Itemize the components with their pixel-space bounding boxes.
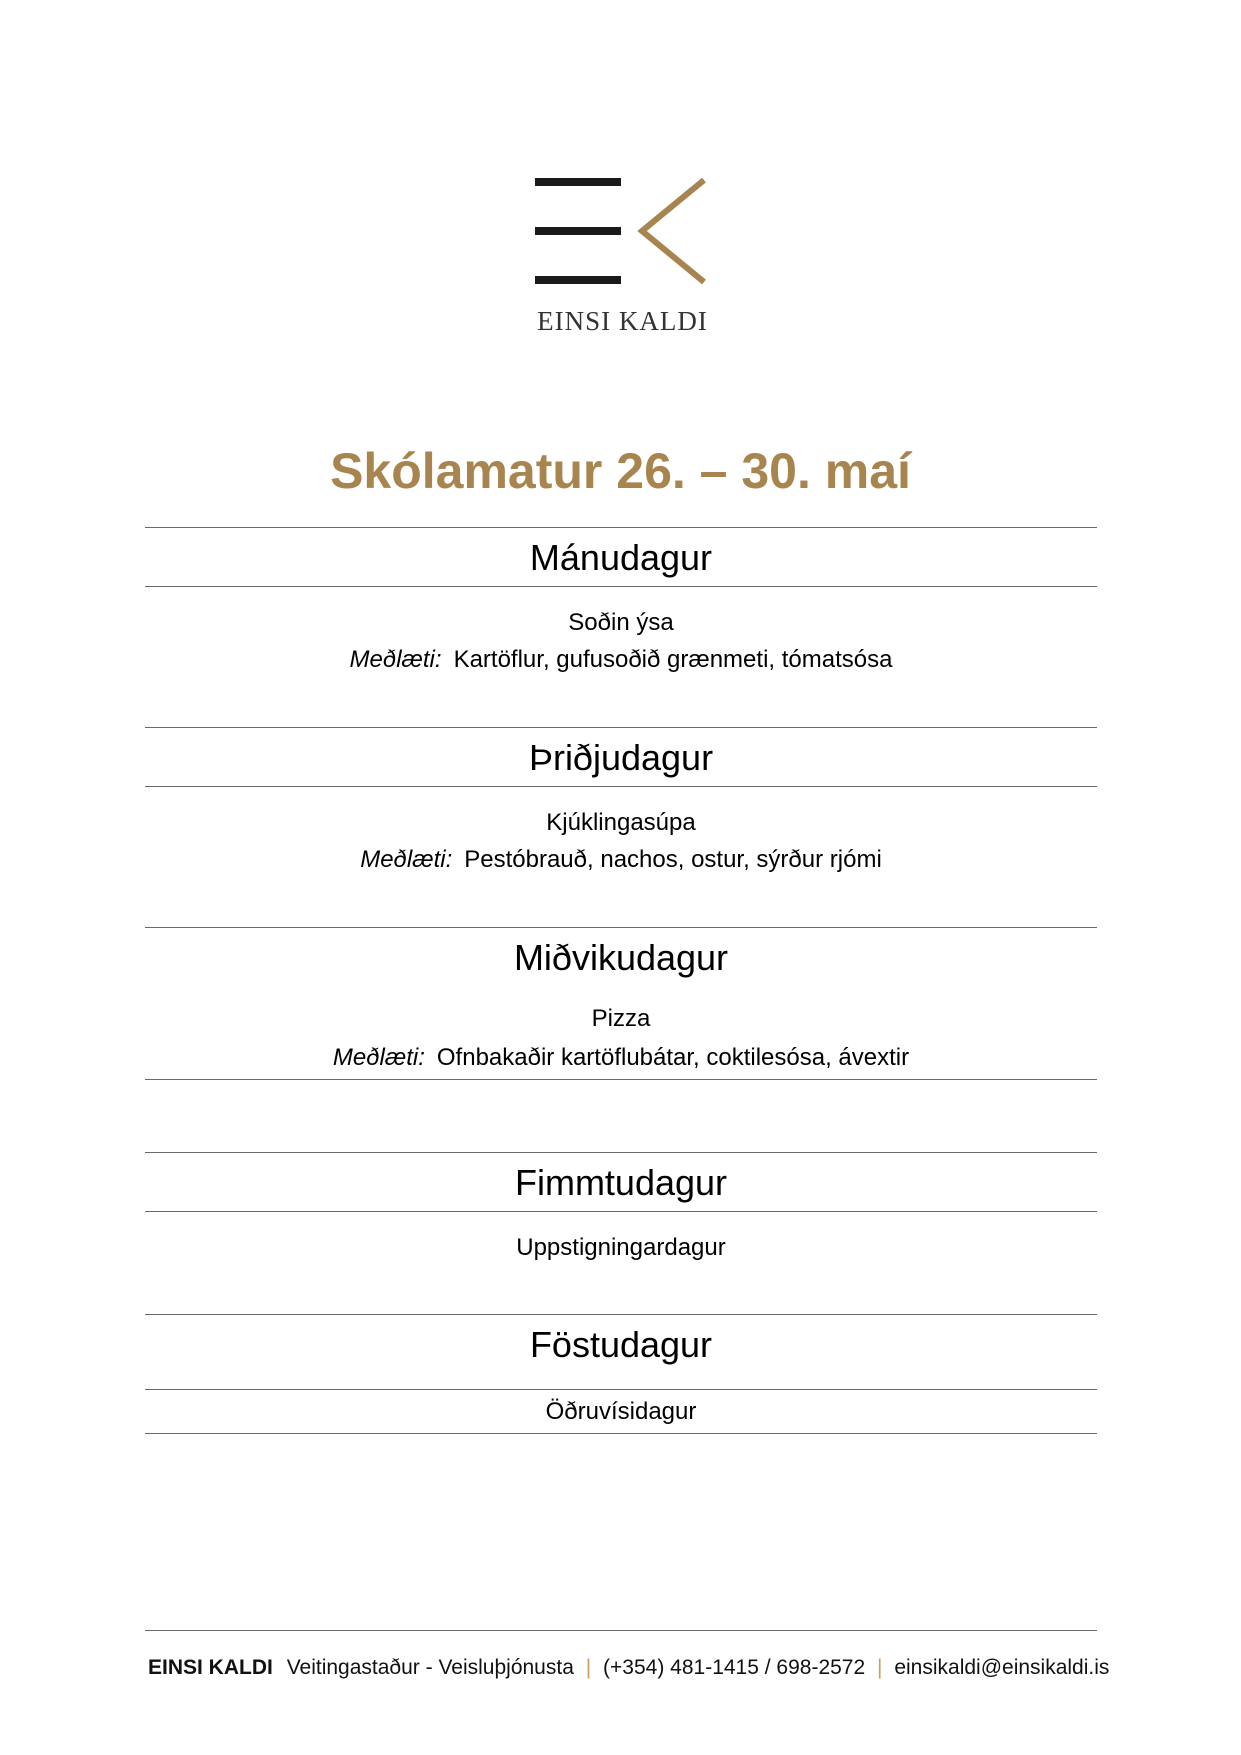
- footer-separator: |: [877, 1656, 883, 1679]
- divider: [145, 1314, 1097, 1315]
- divider: [145, 527, 1097, 528]
- day-heading-tuesday: Þriðjudagur: [528, 737, 714, 778]
- divider: [145, 1389, 1097, 1390]
- page-title: Skólamatur 26. – 30. maí: [330, 443, 911, 499]
- dish-tuesday: Kjúklingasúpa: [546, 809, 696, 836]
- day-heading-monday: Mánudagur: [529, 537, 713, 578]
- sides-label: Meðlæti:: [332, 1044, 425, 1071]
- footer-services: Veitingastaður - Veisluþjónusta: [286, 1656, 574, 1679]
- sides-label: Meðlæti:: [349, 646, 442, 673]
- footer-separator: |: [585, 1656, 592, 1679]
- dish-friday: Öðruvísidagur: [545, 1398, 697, 1425]
- sides-tuesday: [145, 845, 1097, 875]
- divider: [145, 927, 1097, 928]
- day-heading-thursday: Fimmtudagur: [514, 1162, 728, 1203]
- dish-thursday: Uppstigningardagur: [516, 1234, 726, 1261]
- sides-text: Kartöflur, gufusoðið grænmeti, tómatsósa: [453, 646, 893, 673]
- divider: [145, 727, 1097, 728]
- divider: [145, 1211, 1097, 1212]
- sides-text: Pestóbrauð, nachos, ostur, sýrður rjómi: [464, 846, 882, 873]
- sides-monday: [145, 645, 1097, 675]
- einsi-kaldi-logo: [535, 178, 710, 338]
- logo-mark-icon: [535, 178, 710, 288]
- dish-monday: Soðin ýsa: [568, 609, 674, 636]
- footer-phone: (+354) 481-1415 / 698-2572: [603, 1656, 866, 1679]
- divider: [145, 1433, 1097, 1434]
- divider: [145, 586, 1097, 587]
- day-heading-friday: Föstudagur: [529, 1324, 713, 1365]
- footer: [148, 1656, 1109, 1680]
- divider: [145, 1079, 1097, 1080]
- sides-wednesday: [145, 1043, 1097, 1073]
- logo-wordmark: EINSI KALDI: [537, 306, 708, 336]
- dish-wednesday: Pizza: [591, 1005, 651, 1032]
- sides-label: Meðlæti:: [360, 846, 453, 873]
- sides-text: Ofnbakaðir kartöflubátar, coktilesósa, ávextir: [436, 1044, 910, 1071]
- divider: [145, 1152, 1097, 1153]
- footer-email[interactable]: einsikaldi@einsikaldi.is: [894, 1656, 1110, 1679]
- footer-company: EINSI KALDI: [148, 1656, 273, 1679]
- day-heading-wednesday: Miðvikudagur: [513, 937, 729, 978]
- divider: [145, 786, 1097, 787]
- footer-divider: [145, 1630, 1097, 1631]
